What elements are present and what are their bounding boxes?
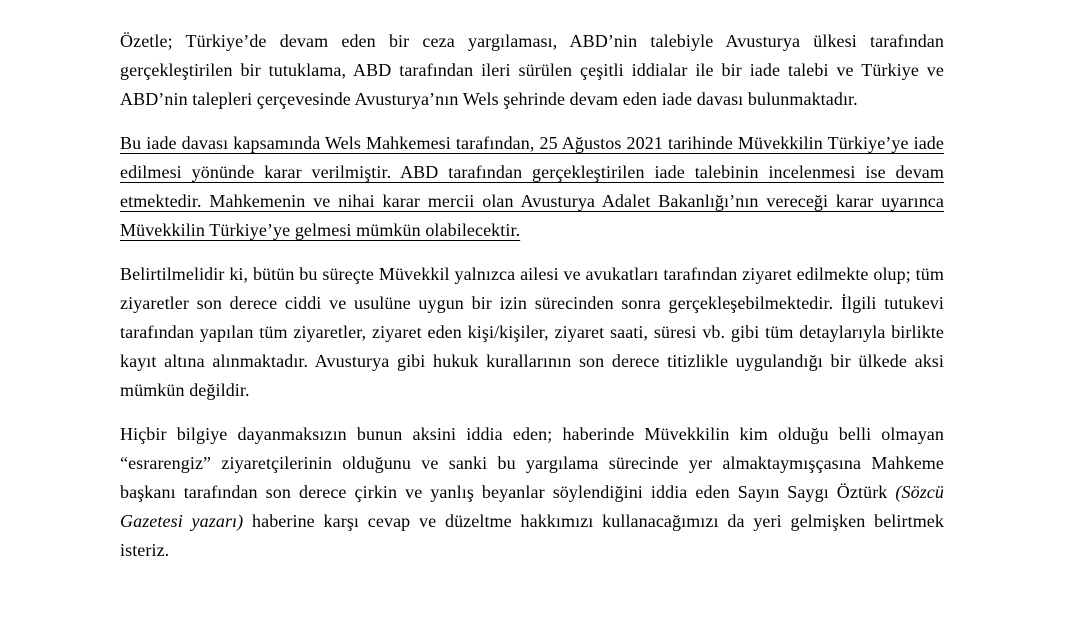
text-run: haberine karşı cevap ve düzeltme hakkımızı kullanacağımızı da yeri gelmişken belirtmek isteriz.: [120, 511, 944, 560]
extradition-decision-paragraph: [120, 129, 944, 245]
text-run: Özetle; Türkiye’de devam eden bir ceza yargılaması, ABD’nin talebiyle Avusturya ülkesi tarafından gerçekleştirilen bir tutuklama, ABD tarafından ileri sürülen çeşitli iddialar ile bir iade talebi ve Türkiye ve ABD’nin talepleri çerçevesinde Avusturya’nın Wels şehrinde devam eden iade davası bulunmaktadır.: [120, 31, 944, 109]
summary-paragraph: [120, 27, 944, 114]
text-run: Bu iade davası kapsamında Wels Mahkemesi tarafından, 25 Ağustos 2021 tarihinde Müvekkilin Türkiye’ye iade edilmesi yönünde karar verilmiştir. ABD tarafından gerçekleştirilen iade talebinin incelenmesi ise devam etmektedir. Mahkemenin ve nihai karar mercii olan Avusturya Adalet Bakanlığı’nın vereceği karar uyarınca Müvekkilin Türkiye’ye gelmesi mümkün olabilecektir.: [120, 133, 944, 240]
document-body: [120, 27, 944, 565]
text-run: Belirtilmelidir ki, bütün bu süreçte Müvekkil yalnızca ailesi ve avukatları tarafından ziyaret edilmekte olup; tüm ziyaretler son derece ciddi ve usulüne uygun bir izin sürecinden sonra gerçekleşebilmektedir. İlgili tutukevi tarafından yapılan tüm ziyaretler, ziyaret eden kişi/kişiler, ziyaret saati, süresi vb. gibi tüm detaylarıyla birlikte kayıt altına alınmaktadır. Avusturya gibi hukuk kurallarının son derece titizlikle uygulandığı bir ülkede aksi mümkün değildir.: [120, 264, 944, 400]
visit-procedures-paragraph: [120, 260, 944, 405]
press-response-paragraph: [120, 420, 944, 565]
italic-text-run: (Sözcü Gazetesi yazarı): [120, 482, 944, 531]
text-run: Hiçbir bilgiye dayanmaksızın bunun aksini iddia eden; haberinde Müvekkilin kim olduğu belli olmayan “esrarengiz” ziyaretçilerinin olduğunu ve sanki bu yargılama sürecinde yer almaktaymışçasına Mahkeme başkanı tarafından son derece çirkin ve yanlış beyanlar söylendiğini iddia eden Sayın Saygı Öztürk: [120, 424, 944, 502]
